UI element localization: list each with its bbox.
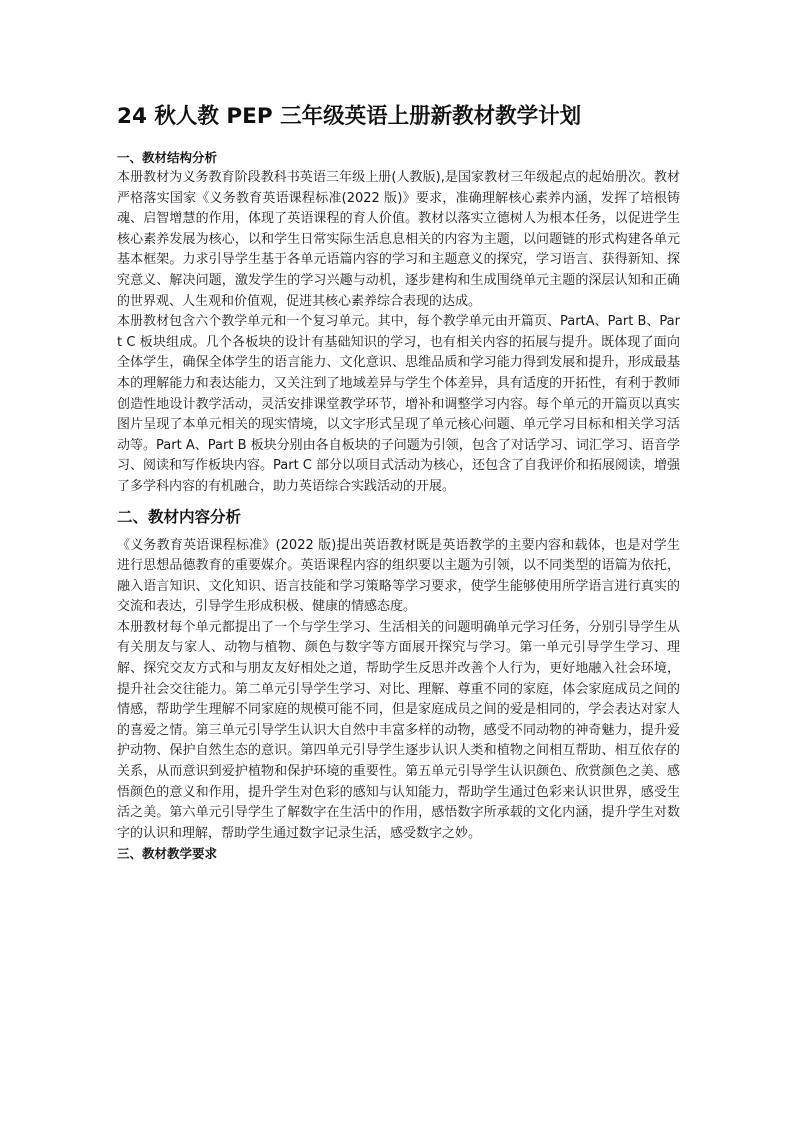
paragraph: 本册教材包含六个教学单元和一个复习单元。其中，每个教学单元由开篇页、PartA、Part B、Part C 板块组成。几个各板块的设计有基础知识的学习，也有相关内容的拓展与提升。既体现了面向全体学生，确保全体学生的语言能力、文化意识、思维品质和学习能力得到发展和提升，形成最基本的理解能力和表达能力，又关注到了地域差异与学生个体差异，具有适度的开拓性，有利于教师创造性地设计教学活动，灵活安排课堂教学环节，增补和调整学习内容。每个单元的开篇页以真实图片呈现了本单元相关的现实情境，以文字形式呈现了单元核心问题、单元学习目标和相关学习活动等。Part A、Part B 板块分别由各自板块的子问题为引领，包含了对话学习、词汇学习、语音学习、阅读和写作板块内容。Part C 部分以项目式活动为核心，还包含了自我评价和拓展阅读，增强了多学科内容的有机融合，助力英语综合实践活动的开展。 bbox=[117, 314, 681, 494]
paragraph: 本册教材每个单元都提出了一个与学生学习、生活相关的问题明确单元学习任务，分别引导学生从有关朋友与家人、动物与植物、颜色与数字等方面展开探究与学习。第一单元引导学生学习、理解、探究交友方式和与朋友友好相处之道，帮助学生反思并改善个人行为，更好地融入社会环境，提升社会交往能力。第二单元引导学生学习、对比、理解、尊重不同的家庭，体会家庭成员之间的情感，帮助学生理解不同家庭的规模可能不同，但是家庭成员之间的爱是相同的，学会表达对家人的喜爱之情。第三单元引导学生认识大自然中丰富多样的动物，感受不同动物的神奇魅力，提升爱护动物、保护自然生态的意识。第四单元引导学生逐步认识人类和植物之间相互帮助、相互依存的关系，从而意识到爱护植物和保护环境的重要性。第五单元引导学生认识颜色、欣赏颜色之美、感悟颜色的意义和作用，提升学生对色彩的感知与认知能力，帮助学生通过色彩来认识世界，感受生活之美。第六单元引导学生了解数字在生活中的作用，感悟数字所承载的文化内涵，提升学生对数字的认识和理解，帮助学生通过数字记录生活，感受数字之妙。 bbox=[117, 619, 680, 841]
section-heading-requirements: 三、教材教学要求 bbox=[117, 846, 218, 862]
section-heading-structure: 一、教材结构分析 bbox=[117, 150, 218, 165]
paragraph: 本册教材为义务教育阶段教科书英语三年级上册(人教版),是国家教材三年级起点的起始册次。教材严格落实国家《义务教育英语课程标准(2022 版)》要求，准确理解核心素养内涵，发挥了培根铸魂、启智增慧的作用，体现了英语课程的育人价值。教材以落实立德树人为根本任务，以促进学生核心素养发展为核心，以和学生日常实际生活息息相关的内容为主题，以问题链的形式构建各单元基本框架。力求引导学生基于各单元语篇内容的学习和主题意义的探究，学习语言、获得新知、探究意义、解决问题，激发学生的学习兴趣与动机，逐步建构和生成围绕单元主题的深层认知和正确的世界观、人生观和价值观，促进其核心素养综合表现的达成。 bbox=[117, 170, 680, 309]
section-structure-analysis bbox=[117, 148, 680, 498]
document-title: 24 秋人教 PEP 三年级英语上册新教材教学计划 bbox=[117, 104, 582, 129]
document-page bbox=[117, 102, 680, 864]
section-heading-content: 二、教材内容分析 bbox=[117, 507, 242, 526]
section-teaching-requirements bbox=[117, 844, 680, 864]
paragraph: 《义务教育英语课程标准》(2022 版)提出英语教材既是英语教学的主要内容和载体，也是对学生进行思想品德教育的重要媒介。英语课程内容的组织要以主题为引领，以不同类型的语篇为依托，融入语言知识、文化知识、语言技能和学习策略等学习要求，使学生能够使用所学语言进行真实的交流和表达，引导学生形成积极、健康的情感态度。 bbox=[117, 537, 680, 615]
section-content-analysis bbox=[117, 504, 680, 845]
